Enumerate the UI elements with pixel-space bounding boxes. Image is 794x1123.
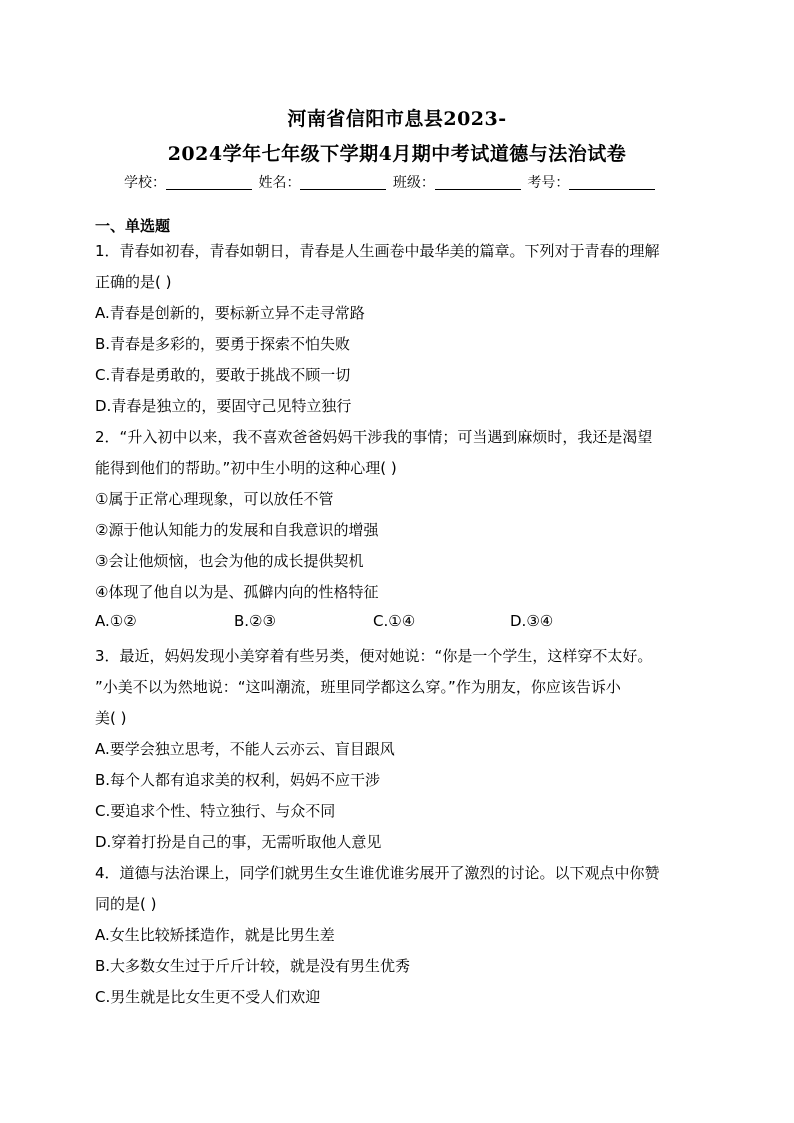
exam-no-label: 考号： — [527, 175, 570, 191]
q1-stem-line1: 1．青春如初春，青春如朝日，青春是人生画卷中最华美的篇章。下列对于青春的理解 — [95, 242, 660, 260]
q3-stem-line1: 3．最近，妈妈发现小美穿着有些另类，便对她说：“你是一个学生，这样穿不太好。 — [95, 647, 653, 665]
q1-option-a: A.青春是创新的，要标新立异不走寻常路 — [95, 304, 365, 322]
q4-option-b: B.大多数女生过于斤斤计较，就是没有男生优秀 — [95, 957, 411, 975]
q3-option-d: D.穿着打扮是自己的事，无需听取他人意见 — [95, 833, 382, 851]
q2-stem-line2: 能得到他们的帮助。”初中生小明的这种心理( ) — [95, 459, 397, 477]
q2-option-d: D.③④ — [510, 612, 554, 630]
q1-option-c: C.青春是勇敢的，要敢于挑战不顾一切 — [95, 366, 351, 384]
name-blank[interactable] — [300, 175, 386, 190]
class-blank[interactable] — [435, 175, 521, 190]
q1-stem-line2: 正确的是( ) — [95, 273, 172, 291]
q4-option-a: A.女生比较矫揉造作，就是比男生差 — [95, 926, 335, 944]
q1-option-b: B.青春是多彩的，要勇于探索不怕失败 — [95, 335, 351, 353]
q3-option-c: C.要追求个性、特立独行、与众不同 — [95, 802, 336, 820]
q3-option-b: B.每个人都有追求美的权利，妈妈不应干涉 — [95, 771, 381, 789]
q2-option-b: B.②③ — [234, 612, 276, 630]
section-heading: 一、单选题 — [95, 217, 171, 235]
student-info-line — [124, 172, 657, 192]
q1-option-d: D.青春是独立的，要固守己见特立独行 — [95, 397, 352, 415]
exam-title-line1: 河南省信阳市息县2023- — [287, 108, 507, 130]
q2-option-a: A.①② — [95, 612, 137, 630]
q3-stem-line2: ”小美不以为然地说：“这叫潮流，班里同学都这么穿。”作为朋友，你应该告诉小 — [95, 678, 621, 696]
name-label: 姓名： — [258, 175, 301, 191]
q4-stem-line2: 同的是( ) — [95, 895, 157, 913]
q3-option-a: A.要学会独立思考，不能人云亦云、盲目跟风 — [95, 740, 395, 758]
exam-title-line2: 2024学年七年级下学期4月期中考试道德与法治试卷 — [167, 143, 627, 165]
q4-stem-line1: 4．道德与法治课上，同学们就男生女生谁优谁劣展开了激烈的讨论。以下观点中你赞 — [95, 864, 660, 882]
class-label: 班级： — [392, 175, 435, 191]
school-blank[interactable] — [166, 175, 252, 190]
school-label: 学校： — [124, 175, 166, 191]
q2-statement-4: ④体现了他自以为是、孤僻内向的性格特征 — [95, 583, 379, 601]
q2-statement-3: ③会让他烦恼，也会为他的成长提供契机 — [95, 552, 364, 570]
q2-statement-1: ①属于正常心理现象，可以放任不管 — [95, 490, 334, 508]
q2-stem-line1: 2．“升入初中以来，我不喜欢爸爸妈妈干涉我的事情；可当遇到麻烦时，我还是渴望 — [95, 428, 653, 446]
q4-option-c: C.男生就是比女生更不受人们欢迎 — [95, 988, 321, 1006]
q2-statement-2: ②源于他认知能力的发展和自我意识的增强 — [95, 521, 379, 539]
q2-option-c: C.①④ — [373, 612, 416, 630]
q3-stem-line3: 美( ) — [95, 709, 127, 727]
exam-no-blank[interactable] — [569, 175, 655, 190]
